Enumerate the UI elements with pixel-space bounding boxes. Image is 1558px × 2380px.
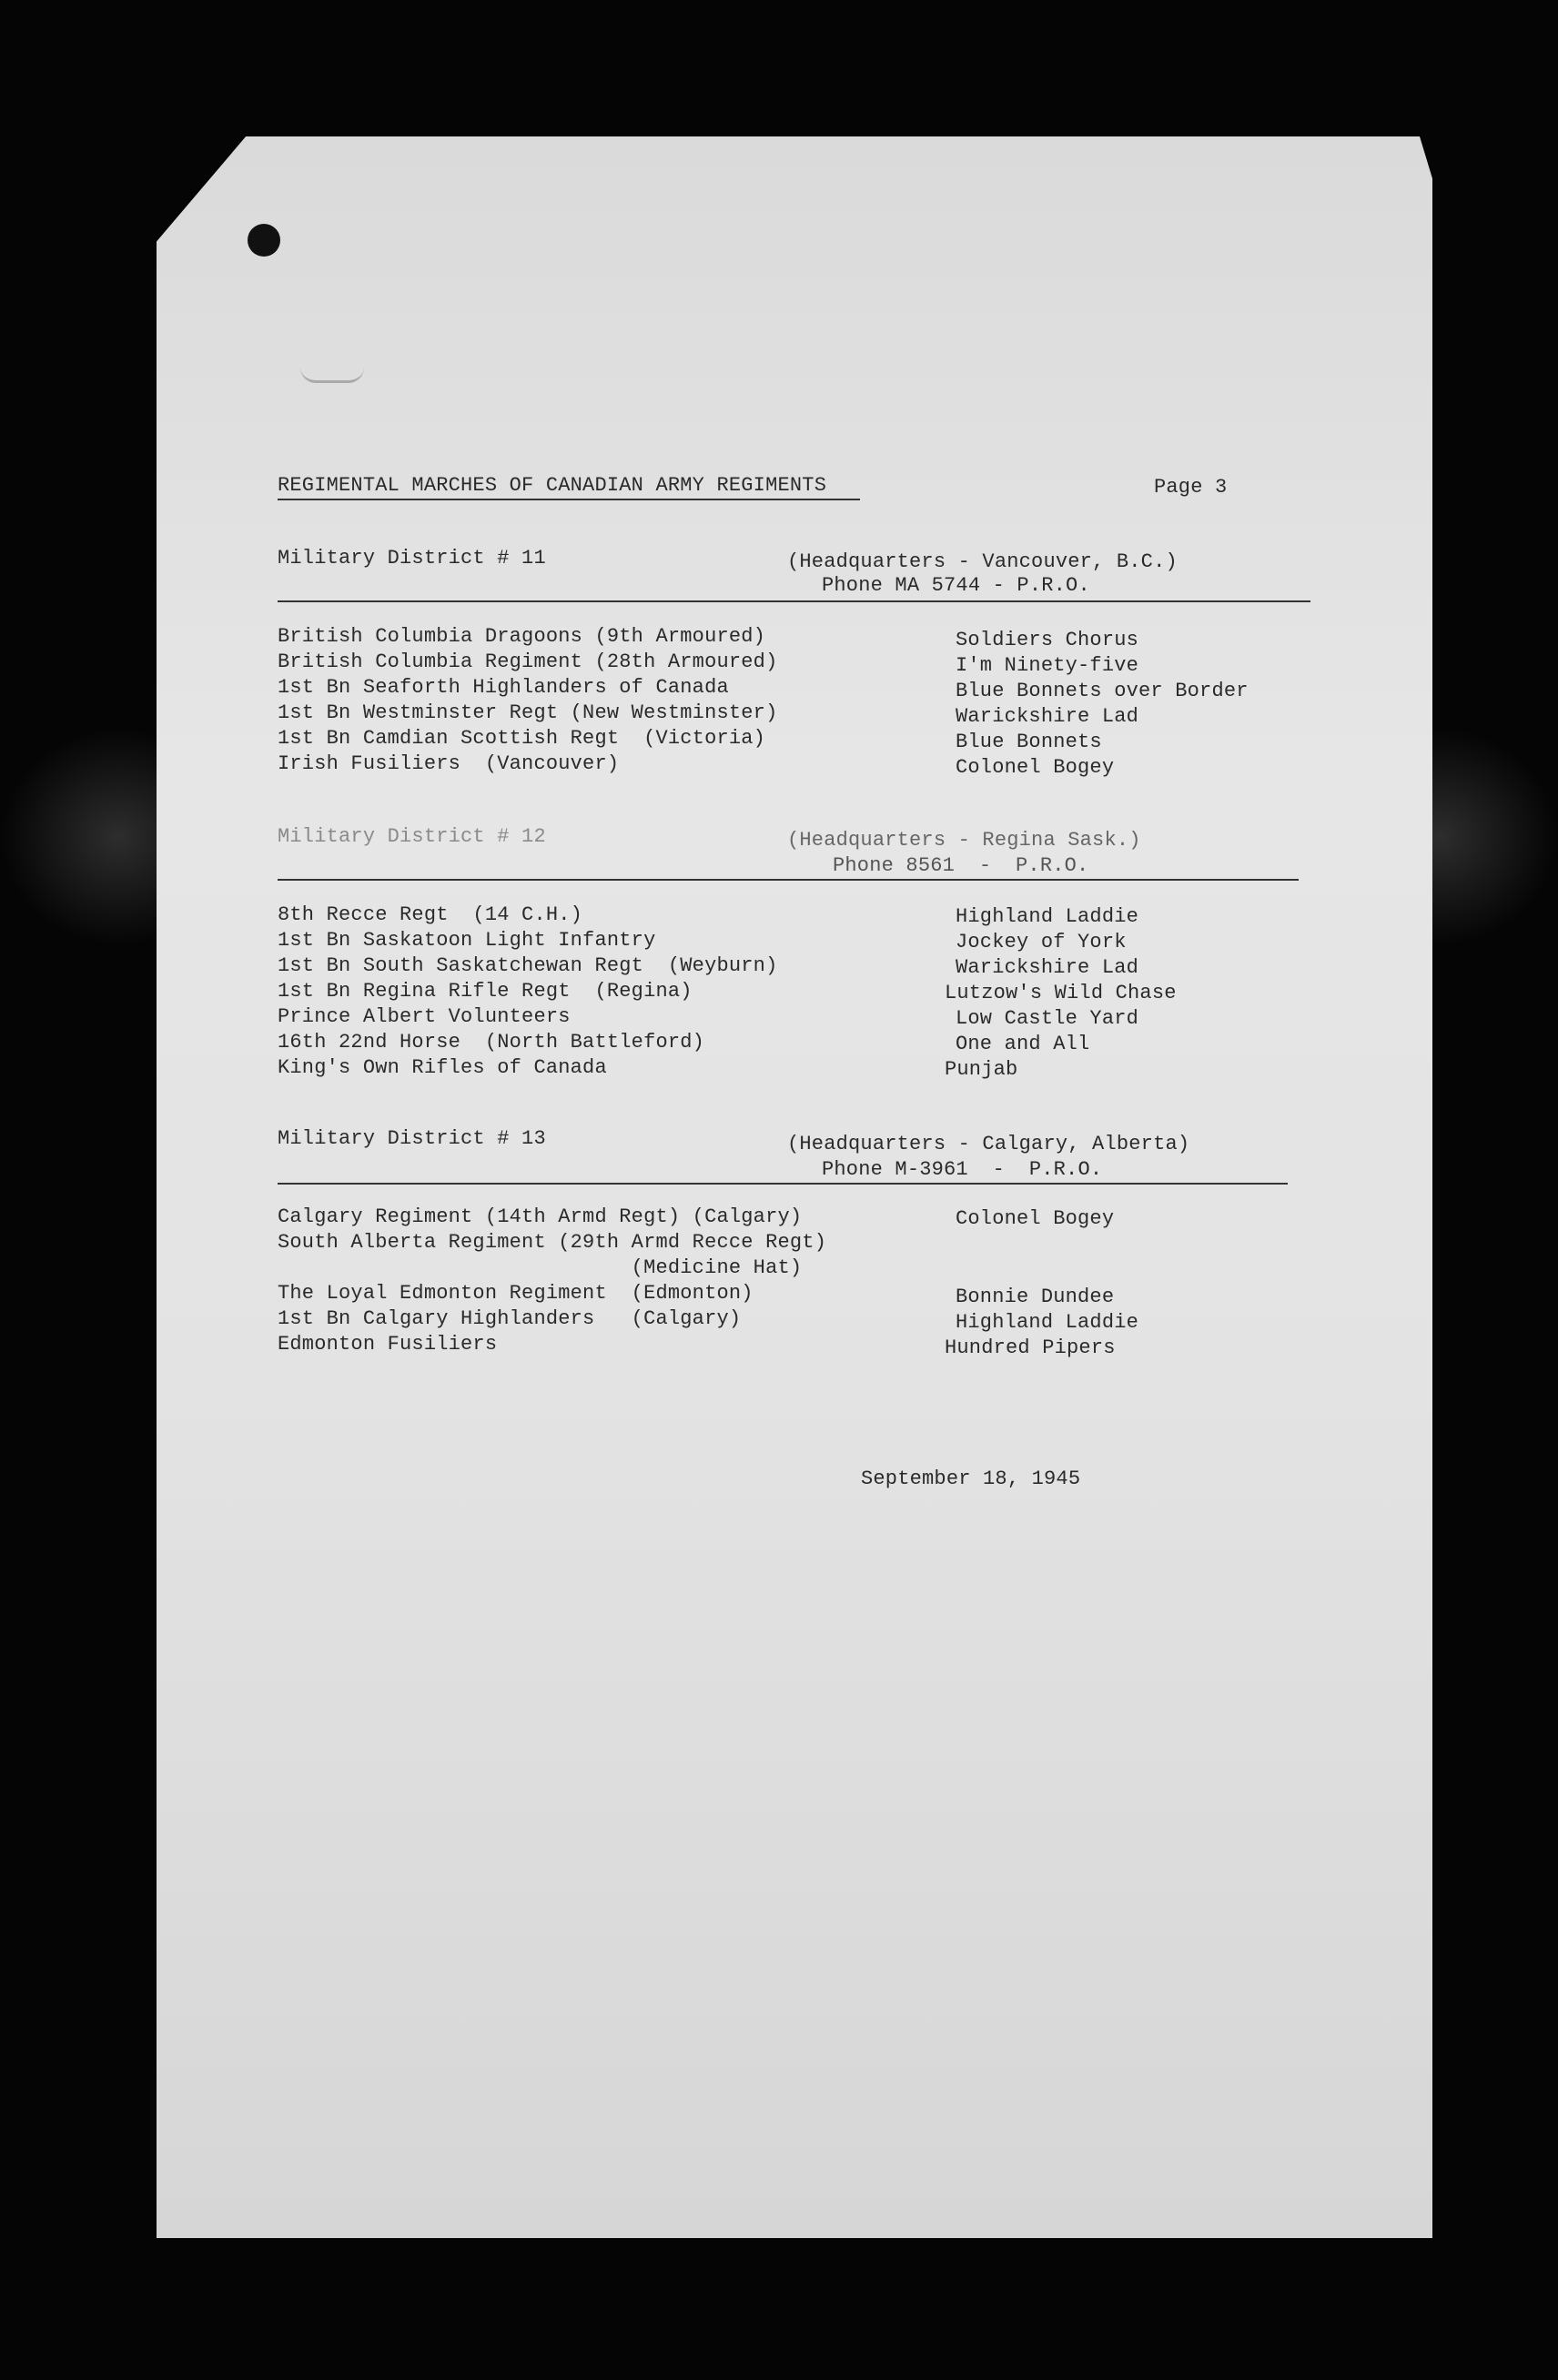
regiment: 1st Bn Regina Rifle Regt (Regina): [278, 980, 693, 1003]
district-hq: (Headquarters - Regina Sask.): [787, 829, 1141, 852]
district-phone: Phone M-3961 - P.R.O.: [822, 1158, 1103, 1181]
regiment: Calgary Regiment (14th Armd Regt) (Calgary): [278, 1205, 803, 1228]
regiment: 1st Bn Saskatoon Light Infantry: [278, 929, 656, 952]
march: Punjab: [945, 1058, 1018, 1081]
regiment: (Medicine Hat): [278, 1256, 803, 1279]
regiment: British Columbia Regiment (28th Armoured): [278, 650, 778, 673]
march: Jockey of York: [956, 931, 1127, 953]
district-divider: [278, 879, 1299, 881]
regiment: Edmonton Fusiliers: [278, 1333, 498, 1356]
march: I'm Ninety-five: [956, 654, 1139, 677]
district-hq: (Headquarters - Vancouver, B.C.): [787, 550, 1178, 573]
punch-hole: [248, 224, 280, 257]
title-underline: [278, 499, 860, 500]
district-name: Military District # 13: [278, 1127, 546, 1150]
document-title: REGIMENTAL MARCHES OF CANADIAN ARMY REGIMENTS: [278, 474, 827, 497]
regiment: South Alberta Regiment (29th Armd Recce Regt): [278, 1231, 827, 1254]
regiment: Irish Fusiliers (Vancouver): [278, 752, 620, 775]
regiment: 1st Bn Calgary Highlanders (Calgary): [278, 1307, 742, 1330]
regiment: 1st Bn Seaforth Highlanders of Canada: [278, 676, 729, 699]
regiment: 1st Bn South Saskatchewan Regt (Weyburn): [278, 954, 778, 977]
district-name: Military District # 12: [278, 825, 546, 848]
march: Blue Bonnets: [956, 731, 1102, 753]
march: Colonel Bogey: [956, 1207, 1115, 1230]
regiment: British Columbia Dragoons (9th Armoured): [278, 625, 766, 648]
march: Lutzow's Wild Chase: [945, 982, 1177, 1004]
regiment: 8th Recce Regt (14 C.H.): [278, 903, 583, 926]
march: Colonel Bogey: [956, 756, 1115, 779]
district-name: Military District # 11: [278, 547, 546, 570]
page-number: Page 3: [1154, 476, 1228, 499]
march: Hundred Pipers: [945, 1336, 1116, 1359]
regiment: King's Own Rifles of Canada: [278, 1056, 607, 1079]
document-date: September 18, 1945: [861, 1467, 1081, 1490]
march: One and All: [956, 1033, 1090, 1055]
regiment: Prince Albert Volunteers: [278, 1005, 571, 1028]
march: Highland Laddie: [956, 905, 1139, 928]
march: Blue Bonnets over Border: [956, 680, 1249, 702]
regiment: The Loyal Edmonton Regiment (Edmonton): [278, 1282, 754, 1305]
march: Soldiers Chorus: [956, 629, 1139, 651]
district-divider: [278, 600, 1310, 602]
regiment: 1st Bn Camdian Scottish Regt (Victoria): [278, 727, 766, 750]
regiment: 1st Bn Westminster Regt (New Westminster): [278, 701, 778, 724]
march: Bonnie Dundee: [956, 1286, 1115, 1308]
pencil-mark: [300, 368, 364, 383]
document-sheet: [157, 136, 1432, 2238]
march: Highland Laddie: [956, 1311, 1139, 1334]
district-divider: [278, 1183, 1288, 1185]
district-hq: (Headquarters - Calgary, Alberta): [787, 1133, 1190, 1155]
regiment: 16th 22nd Horse (North Battleford): [278, 1031, 705, 1054]
district-phone: Phone 8561 - P.R.O.: [833, 854, 1089, 877]
march: Warickshire Lad: [956, 705, 1139, 728]
march: Low Castle Yard: [956, 1007, 1139, 1030]
district-phone: Phone MA 5744 - P.R.O.: [822, 574, 1090, 597]
march: Warickshire Lad: [956, 956, 1139, 979]
